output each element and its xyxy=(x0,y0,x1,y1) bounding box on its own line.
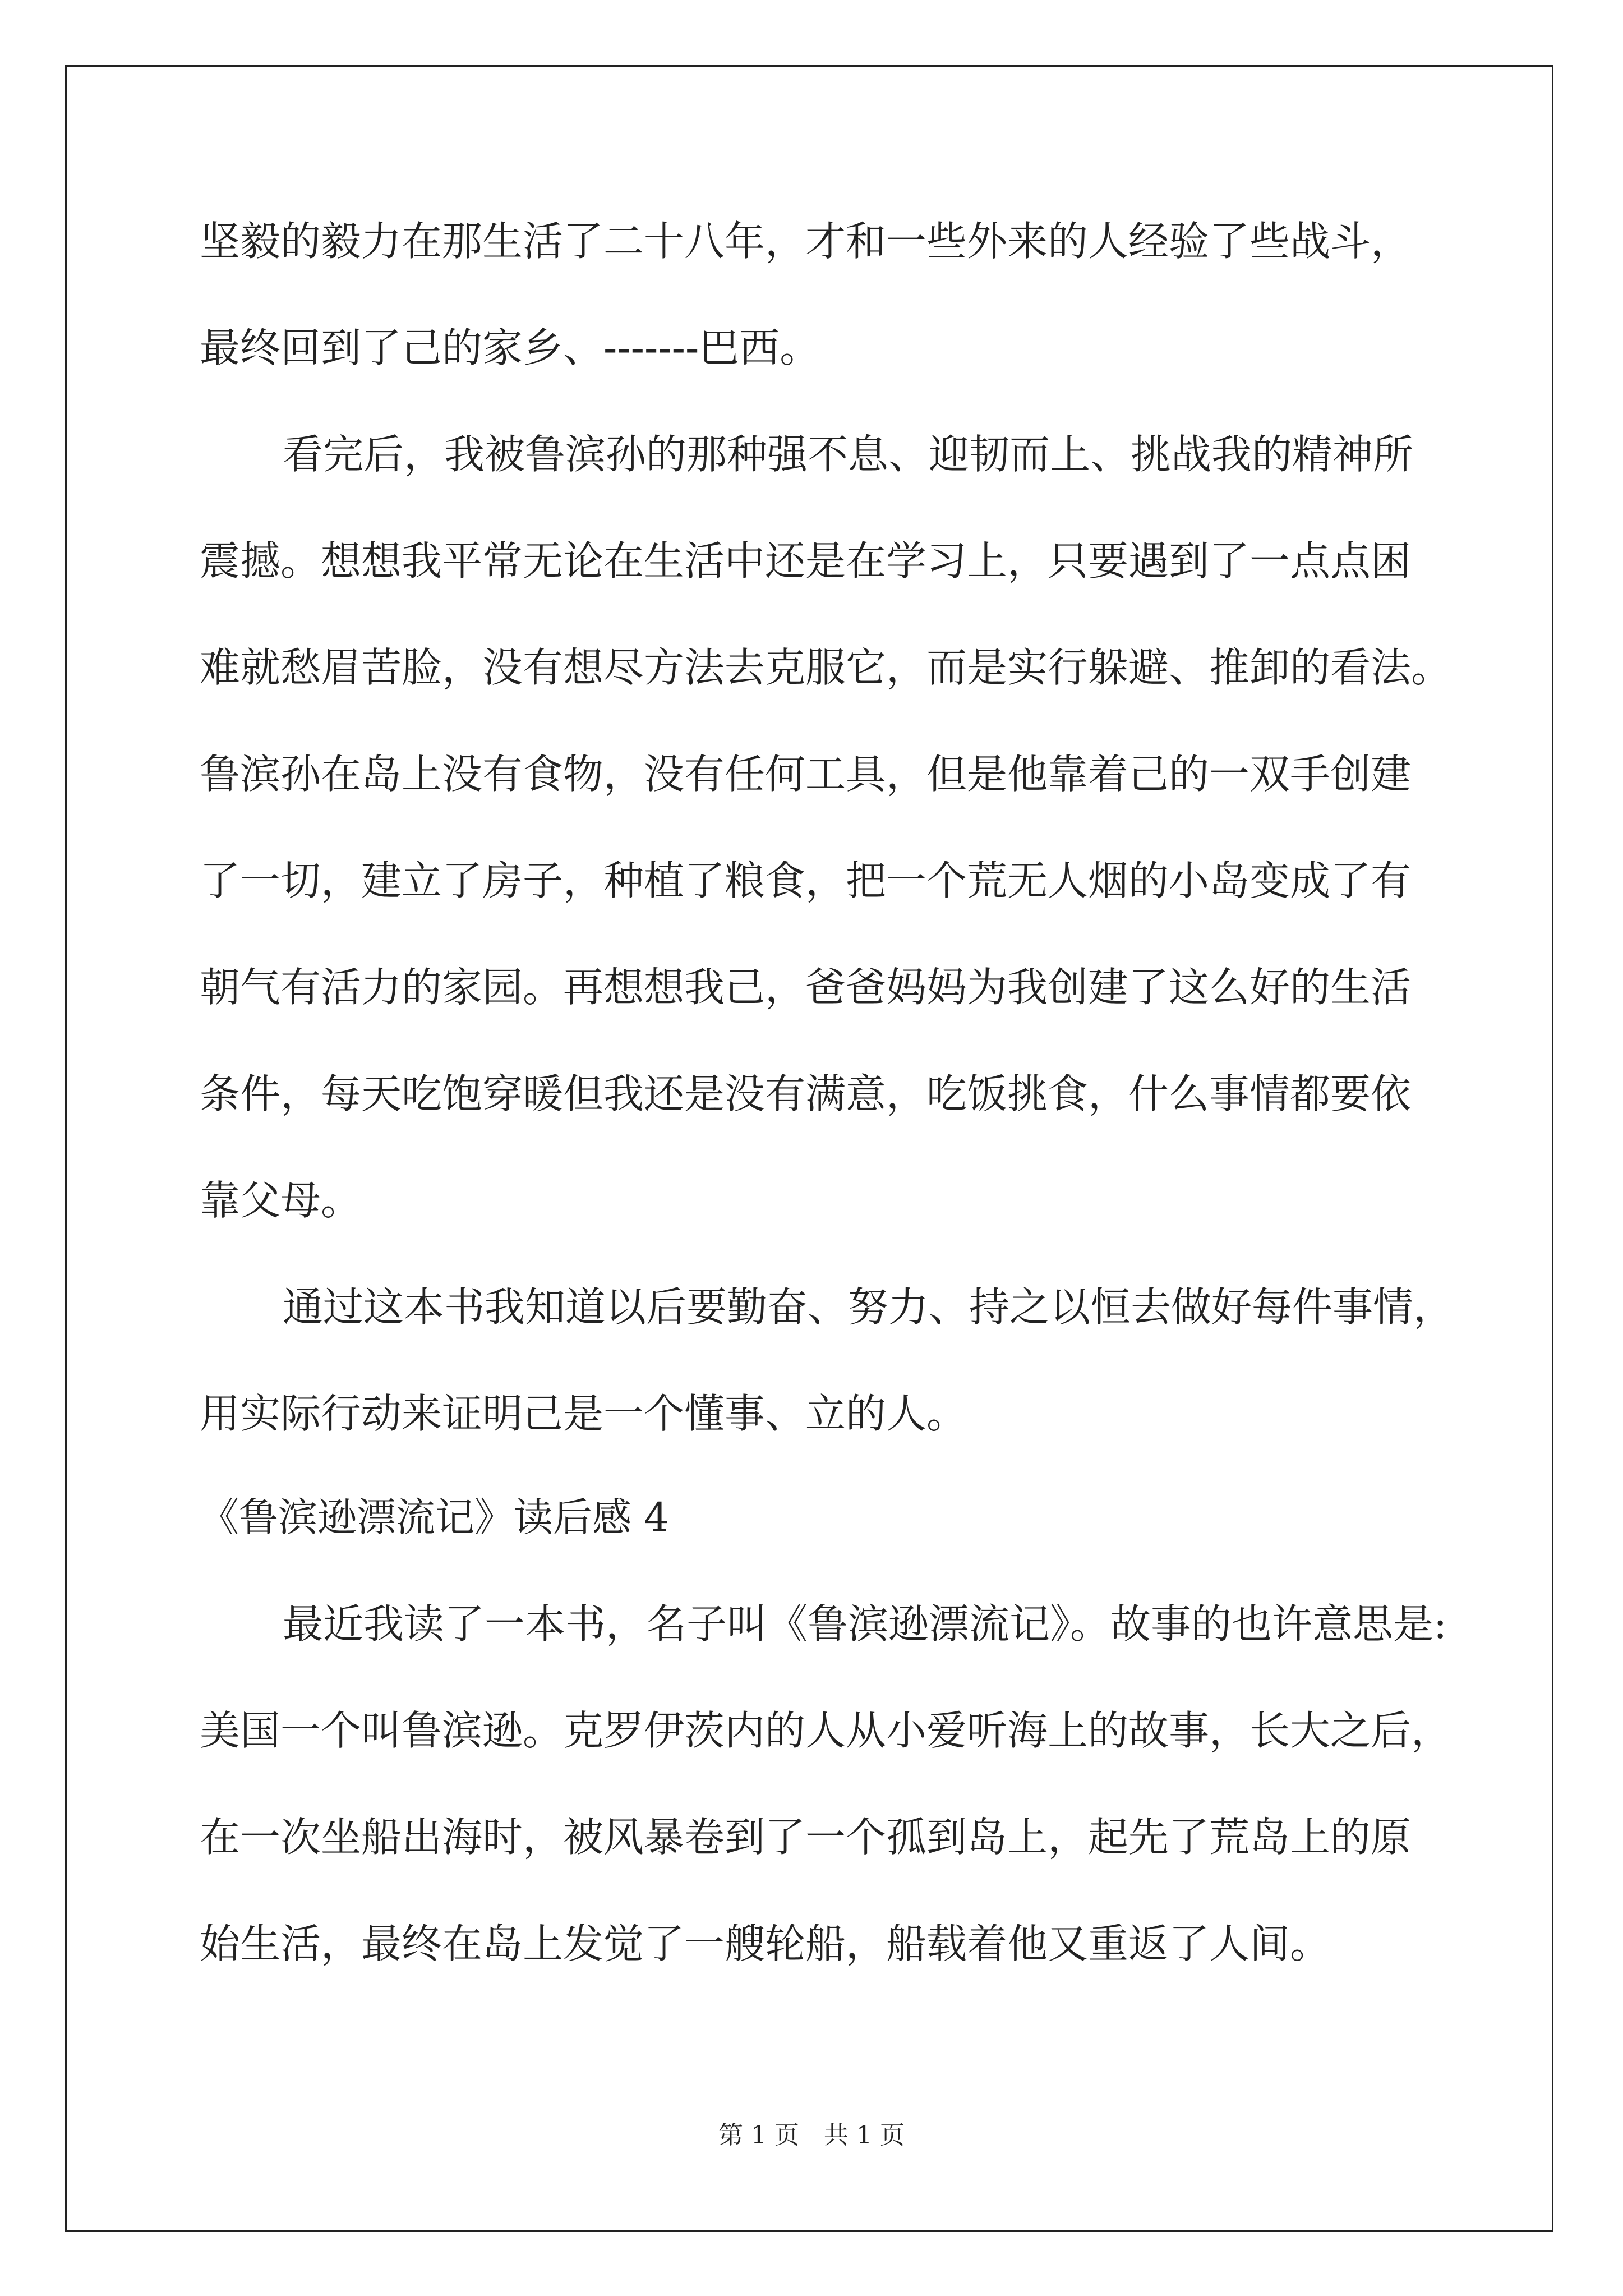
text-line: 朝气有活力的家园。再想想我己，爸爸妈妈为我创建了这么好的生活 xyxy=(200,964,1412,1011)
text-line: 了一切，建立了房子，种植了粮食，把一个荒无人烟的小岛变成了有 xyxy=(200,857,1412,904)
paragraph-start: 看完后，我被鲁滨孙的那种强不息、迎韧而上、挑战我的精神所 xyxy=(283,431,1414,478)
text-line: 用实际行动来证明己是一个懂事、立的人。 xyxy=(200,1390,967,1437)
page-border xyxy=(65,65,1553,2232)
paragraph-start: 最近我读了一本书，名子叫《鲁滨逊漂流记》。故事的也许意思是: xyxy=(283,1600,1447,1648)
text-line: 始生活，最终在岛上发觉了一艘轮船，船载着他又重返了人间。 xyxy=(200,1920,1331,1967)
text-line: 鲁滨孙在岛上没有食物，没有任何工具，但是他靠着己的一双手创建 xyxy=(200,751,1412,798)
text-line: 条件，每天吃饱穿暖但我还是没有满意，吃饭挑食，什么事情都要依 xyxy=(200,1070,1412,1117)
paragraph-start: 通过这本书我知道以后要勤奋、努力、持之以恒去做好每件事情， xyxy=(283,1283,1454,1331)
page-number-footer: 第 1 页 共 1 页 xyxy=(718,2121,905,2150)
text-line: 震撼。想想我平常无论在生活中还是在学习上，只要遇到了一点点困 xyxy=(200,537,1412,585)
text-line: 最终回到了己的家乡、-------巴西。 xyxy=(200,324,820,371)
text-line: 美国一个叫鲁滨逊。克罗伊茨内的人从小爱听海上的故事，长大之后， xyxy=(200,1707,1452,1754)
section-heading: 《鲁滨逊漂流记》读后感 4 xyxy=(200,1494,669,1540)
text-line: 靠父母。 xyxy=(200,1177,362,1224)
text-line: 坚毅的毅力在那生活了二十八年，才和一些外来的人经验了些战斗， xyxy=(200,218,1412,265)
text-line: 难就愁眉苦脸，没有想尽方法去克服它，而是实行躲避、推卸的看法。 xyxy=(200,644,1452,691)
text-line: 在一次坐船出海时，被风暴卷到了一个孤到岛上，起先了荒岛上的原 xyxy=(200,1814,1412,1861)
